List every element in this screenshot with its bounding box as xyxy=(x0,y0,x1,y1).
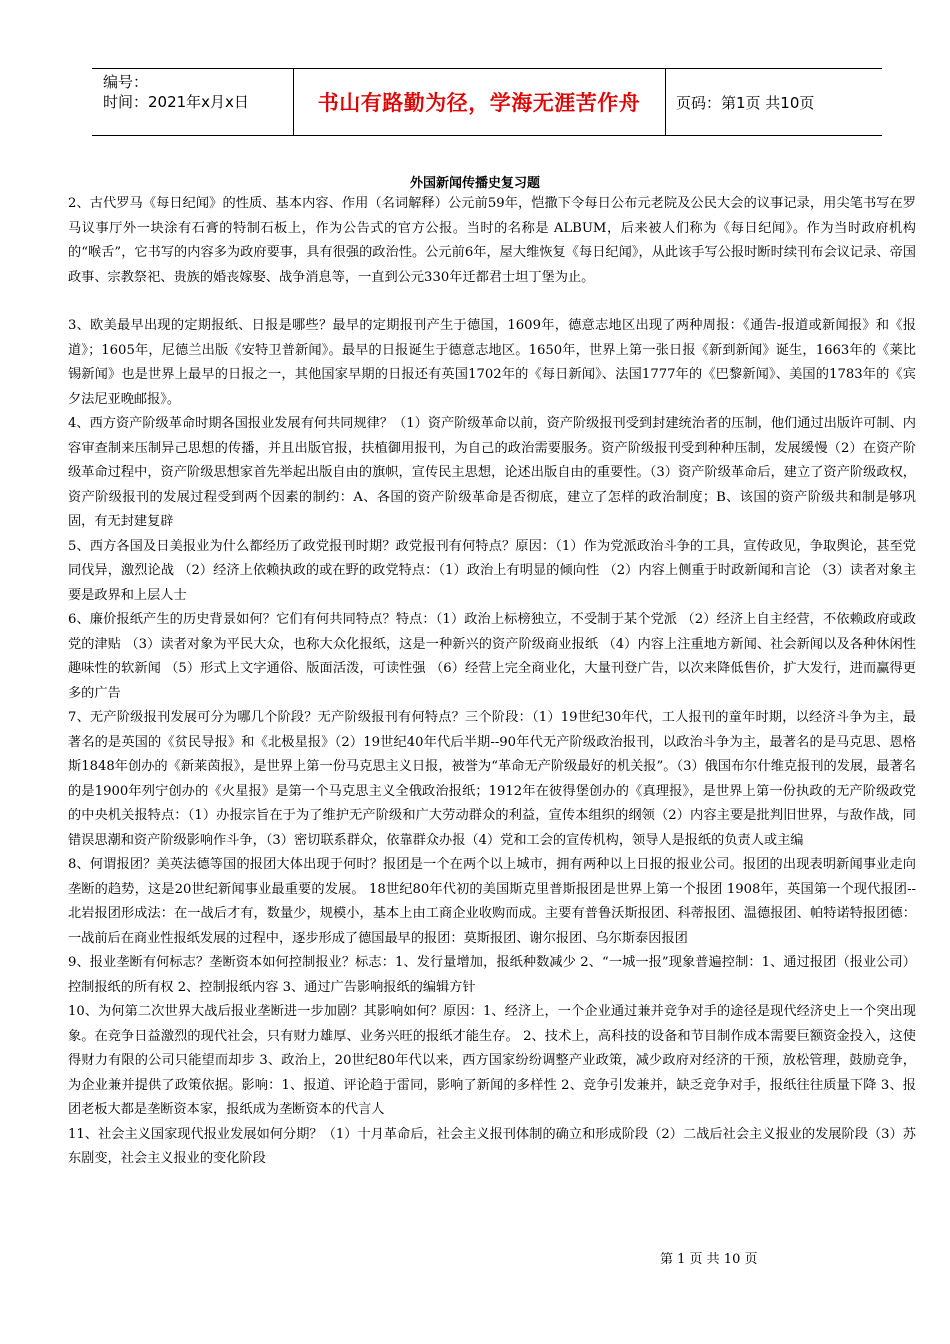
header-divider-right xyxy=(665,68,666,136)
document-body xyxy=(68,192,916,1172)
header-number-label: 编号： xyxy=(103,73,149,91)
paragraph-q2: 2、古代罗马《每日纪闻》的性质、基本内容、作用（名词解释）公元前59年，恺撒下令每日公布元老院及公民大会的议事记录，用尖笔书写在罗马议事厅外一块涂有石膏的特制石板上，作为公告式的官方公报。当时的名称是 ALBUM，后来被人们称为《每日纪闻》。作为当时政府机构的“喉舌”，它书写的内容多为政府要事，具有很强的政治性。公元前6年，屋大维恢复《每日纪闻》，从此该手写公报时断时续刊布会议记录、帝国政事、宗教祭祀、贵族的婚丧嫁娶、战争消息等，一直到公元330年迁都君士坦丁堡为止。 xyxy=(68,196,916,285)
paragraph-q5: 5、西方各国及日美报业为什么都经历了政党报刊时期？政党报刊有何特点？原因：（1）作为党派政治斗争的工具，宣传政见，争取舆论，甚至党同伐异，激烈论战 （2）经济上依赖执政的或在野的政党特点：（1）政治上有明显的倾向性 （2）内容上侧重于时政新闻和言论 （3）读者对象主要是政界和上层人士 xyxy=(68,538,916,603)
paragraph-q7: 7、无产阶级报刊发展可分为哪几个阶段？无产阶级报刊有何特点？三个阶段：（1）19世纪30年代，工人报刊的童年时期，以经济斗争为主，最著名的是英国的《贫民导报》和《北极星报》（2）19世纪40年代后半期--90年代无产阶级政治报刊，以政治斗争为主，最著名的是马克思、恩格斯1848年创办的《新莱茵报》，是世界上第一份马克思主义日报，被誉为“革命无产阶级最好的机关报”。（3）俄国布尔什维克报刊的发展，最著名的是1900年列宁创办的《火星报》是第一个马克思主义全俄政治报纸；1912年在彼得堡创办的《真理报》，是世界上第一份执政的无产阶级政党的中央机关报特点：（1）办报宗旨在于为了维护无产阶级和广大劳动群众的利益，宣传本组织的纲领（2）内容主要是批判旧世界，与敌作战，同错误思潮和资产阶级影响作斗争，（3）密切联系群众，依靠群众办报（4）党和工会的宣传机构，领导人是报纸的负责人或主编 xyxy=(68,710,916,848)
header-meta xyxy=(103,72,249,112)
footer-page-number: 第 1 页 共 10 页 xyxy=(660,1252,758,1267)
paragraph-q4: 4、西方资产阶级革命时期各国报业发展有何共同规律？（1）资产阶级革命以前，资产阶级报刊受到封建统治者的压制，他们通过出版许可制、内容审查制来压制异己思想的传播，并且出版官报，扶植御用报刊，为自己的政治需要服务。资产阶级报刊受到种种压制，发展缓慢（2）在资产阶级革命过程中，资产阶级思想家首先举起出版自由的旗帜，宣传民主思想，论述出版自由的重要性。（3）资产阶级革命后，建立了资产阶级政权，资产阶级报刊的发展过程受到两个因素的制约：A、各国的资产阶级革命是否彻底，建立了怎样的政治制度；B、该国的资产阶级共和制是够巩固，有无封建复辟 xyxy=(68,416,916,529)
header-time-label: 时间：2021年x月x日 xyxy=(103,93,249,111)
paragraph-q6: 6、廉价报纸产生的历史背景如何？它们有何共同特点？特点：（1）政治上标榜独立，不受制于某个党派 （2）经济上自主经营，不依赖政府或政党的津贴 （3）读者对象为平民大众，也称大众化报纸，这是一种新兴的资产阶级商业报纸 （4）内容上注重地方新闻、社会新闻以及各种休闲性趣味性的软新闻 （5）形式上文字通俗、版面活泼，可读性强 （6）经营上完全商业化，大量刊登广告，以次来降低售价，扩大发行，进而赢得更多的广告 xyxy=(68,612,916,701)
paragraph-q9: 9、报业垄断有何标志？垄断资本如何控制报业？标志：1、发行量增加，报纸种数减少 2、“一城一报”现象普遍控制：1、通过报团（报业公司）控制报纸的所有权 2、控制报纸内容 3、通过广告影响报纸的编辑方针 xyxy=(68,955,916,995)
header-page-info: 页码：第1页 共10页 xyxy=(676,93,815,112)
header-motto: 书山有路勤为径，学海无涯苦作舟 xyxy=(317,91,641,115)
document-title: 外国新闻传播史复习题 xyxy=(409,176,540,191)
paragraph-q8: 8、何谓报团？美英法德等国的报团大体出现于何时？报团是一个在两个以上城市，拥有两种以上日报的报业公司。报团的出现表明新闻事业走向垄断的趋势，这是20世纪新闻事业最重要的发展。 18世纪80年代初的美国斯克里普斯报团是世界上第一个报团 1908年，英国第一个现代报团--北岩报团形成法：在一战后才有，数量少，规模小，基本上由工商企业收购而成。主要有普鲁沃斯报团、科蒂报团、温德报团、帕特诺特报团德：一战前后在商业性报纸发展的过程中，逐步形成了德国最早的报团：莫斯报团、谢尔报团、乌尔斯泰因报团 xyxy=(68,857,916,946)
paragraph-q11: 11、社会主义国家现代报业发展如何分期？（1）十月革命后，社会主义报刊体制的确立和形成阶段（2）二战后社会主义报业的发展阶段（3）苏东剧变，社会主义报业的变化阶段 xyxy=(68,1126,916,1166)
paragraph-q3: 3、欧美最早出现的定期报纸、日报是哪些？最早的定期报刊产生于德国，1609年，德意志地区出现了两种周报：《通告-报道或新闻报》和《报道》；1605年，尼德兰出版《安特卫普新闻》。最早的日报诞生于德意志地区。1650年，世界上第一张日报《新到新闻》诞生，1663年的《莱比锡新闻》也是世界上最早的日报之一，其他国家早期的日报还有英国1702年的《每日新闻》、法国1777年的《巴黎新闻》、美国的1783年的《宾夕法尼亚晚邮报》。 xyxy=(68,318,916,407)
paragraph-q10: 10、为何第二次世界大战后报业垄断进一步加剧？其影响如何？原因：1、经济上，一个企业通过兼并竞争对手的途径是现代经济史上一个突出现象。在竞争日益激烈的现代社会，只有财力雄厚、业务兴旺的报纸才能生存。 2、技术上，高科技的设备和节目制作成本需要巨额资金投入，这使得财力有限的公司只能望而却步 3、政治上，20世纪80年代以来，西方国家纷纷调整产业政策，减少政府对经济的干预，放松管理，鼓励竞争，为企业兼并提供了政策依据。影响：1、报道、评论趋于雷同，影响了新闻的多样性 2、竞争引发兼并，缺乏竞争对手，报纸往往质量下降 3、报团老板大都是垄断资本家，报纸成为垄断资本的代言人 xyxy=(68,1004,916,1117)
